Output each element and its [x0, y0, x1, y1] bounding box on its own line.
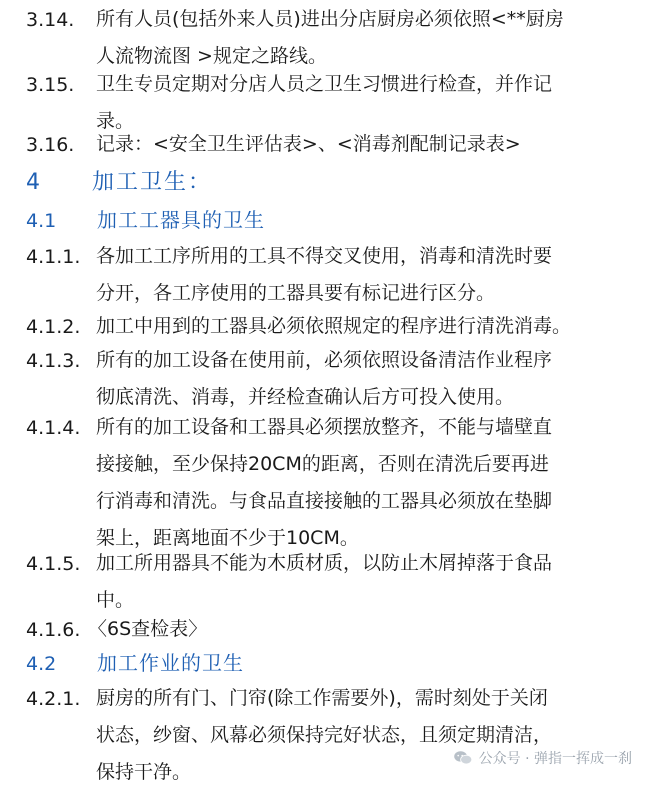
item-number: 4.1.3.: [26, 350, 81, 372]
item-text: [96, 308, 646, 345]
subsection-title: [97, 202, 636, 239]
text-line: 行消毒和清洗。与食品直接接触的工器具必须放在垫脚: [96, 490, 553, 512]
item-number: 4.1.4.: [26, 417, 81, 439]
text-line: 卫生专员定期对分店人员之卫生习惯进行检查，并作记: [96, 73, 553, 95]
text-line: 分开，各工序使用的工器具要有标记进行区分。: [96, 282, 496, 304]
text-line: 加工卫生：: [92, 170, 213, 195]
item-text: [96, 126, 636, 163]
item-text: [96, 342, 636, 416]
watermark-text: 公众号 · 弹指一挥成一刹: [478, 751, 632, 767]
text-line: 所有人员(包括外来人员)进出分店厨房必须依照<**厨房: [96, 8, 564, 30]
item-text: [88, 611, 636, 648]
text-line: 人流物流图 >规定之路线。: [96, 45, 327, 67]
item-text: [96, 238, 636, 312]
item-number: 4.1.6.: [26, 619, 81, 641]
subsection-number: 4.1: [26, 210, 57, 232]
text-line: 加工作业的卫生: [97, 651, 244, 675]
text-line: 加工工器具的卫生: [97, 208, 265, 232]
item-number: 3.15.: [26, 74, 75, 96]
text-line: 记录：<安全卫生评估表>、<消毒剂配制记录表>: [96, 133, 521, 155]
wechat-icon: [453, 750, 473, 766]
text-line: 接接触，至少保持20CM的距离，否则在清洗后要再进: [96, 453, 549, 475]
text-line: 所有的加工设备在使用前，必须依照设备清洁作业程序: [96, 349, 553, 371]
item-number: 4.1.1.: [26, 246, 81, 268]
text-line: 架上，距离地面不少于10CM。: [96, 527, 359, 549]
text-line: 厨房的所有门、门帘(除工作需要外)，需时刻处于关闭: [96, 687, 548, 709]
text-line: 状态，纱窗、风幕必须保持完好状态，且须定期清洁，: [96, 724, 553, 746]
text-line: 录。: [96, 110, 135, 132]
text-line: 加工中用到的工器具必须依照规定的程序进行清洗消毒。: [96, 315, 572, 337]
item-text: [96, 545, 636, 619]
text-line: 中。: [96, 589, 135, 611]
item-number: 3.14.: [26, 9, 75, 31]
section-number: 4: [26, 170, 40, 195]
text-line: 加工所用器具不能为木质材质，以防止木屑掉落于食品: [96, 552, 553, 574]
item-text: [96, 1, 636, 75]
item-text: [96, 680, 636, 791]
watermark: [453, 748, 632, 768]
text-line: 所有的加工设备和工器具必须摆放整齐，不能与墙壁直: [96, 416, 553, 438]
text-line: 保持干净。: [96, 761, 192, 783]
subsection-title: [97, 645, 636, 682]
text-line: 彻底清洗、消毒，并经检查确认后方可投入使用。: [96, 386, 515, 408]
text-line: 〈6S查检表〉: [88, 618, 208, 640]
item-number: 4.1.5.: [26, 553, 81, 575]
item-text: [96, 409, 636, 557]
text-line: 各加工工序所用的工具不得交叉使用，消毒和清洗时要: [96, 245, 553, 267]
subsection-number: 4.2: [26, 653, 57, 675]
item-number: 4.1.2.: [26, 316, 81, 338]
section-title: [92, 164, 636, 201]
item-number: 4.2.1.: [26, 688, 81, 710]
item-number: 3.16.: [26, 134, 75, 156]
